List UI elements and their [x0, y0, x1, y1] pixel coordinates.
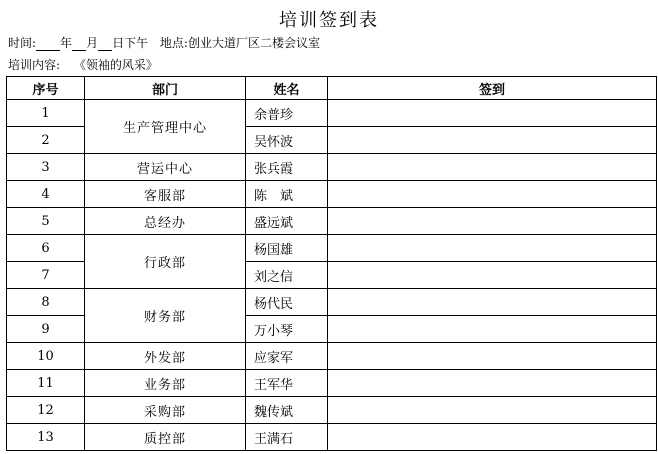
row-department: 生产管理中心: [85, 100, 246, 154]
row-department: 客服部: [85, 181, 246, 208]
row-number: 3: [7, 154, 85, 181]
row-department: 质控部: [85, 424, 246, 451]
year-blank[interactable]: [36, 38, 60, 51]
row-name: 余普珍: [246, 100, 328, 127]
row-number: 9: [7, 316, 85, 343]
table-row: [7, 289, 657, 316]
content-label: 培训内容:: [8, 58, 61, 72]
location-label: 地点:: [159, 36, 188, 50]
row-number: 2: [7, 127, 85, 154]
month-label: 月: [86, 36, 99, 50]
table-row: [7, 208, 657, 235]
signature-cell[interactable]: [328, 181, 657, 208]
page-title: 培训签到表: [279, 10, 379, 31]
row-number: 5: [7, 208, 85, 235]
row-number: 10: [7, 343, 85, 370]
row-number: 6: [7, 235, 85, 262]
signature-cell[interactable]: [328, 424, 657, 451]
header-name: 姓名: [246, 77, 328, 100]
signature-cell[interactable]: [328, 208, 657, 235]
row-number: 8: [7, 289, 85, 316]
sign-in-table: [6, 76, 657, 451]
signature-cell[interactable]: [328, 370, 657, 397]
day-label: 日下午: [112, 36, 149, 50]
row-department: 业务部: [85, 370, 246, 397]
table-row: [7, 343, 657, 370]
table-row: [7, 424, 657, 451]
row-department: 营运中心: [85, 154, 246, 181]
signature-cell[interactable]: [328, 316, 657, 343]
row-name: 王军华: [246, 370, 328, 397]
row-number: 1: [7, 100, 85, 127]
table-header-row: [7, 77, 657, 100]
row-name: 王满石: [246, 424, 328, 451]
signature-cell[interactable]: [328, 235, 657, 262]
content-value: 《领袖的风采》: [73, 58, 158, 72]
time-location-line: [8, 34, 320, 51]
table-row: [7, 154, 657, 181]
row-name: 张兵霞: [246, 154, 328, 181]
signature-cell[interactable]: [328, 289, 657, 316]
row-name: 陈 斌: [246, 181, 328, 208]
signature-cell[interactable]: [328, 397, 657, 424]
signature-cell[interactable]: [328, 127, 657, 154]
row-name: 万小琴: [246, 316, 328, 343]
header-signature: 签到: [328, 77, 657, 100]
row-name: 刘之信: [246, 262, 328, 289]
table-row: [7, 235, 657, 262]
row-department: 总经办: [85, 208, 246, 235]
signature-cell[interactable]: [328, 262, 657, 289]
row-number: 11: [7, 370, 85, 397]
table-row: [7, 397, 657, 424]
row-name: 杨国雄: [246, 235, 328, 262]
row-name: 杨代民: [246, 289, 328, 316]
day-blank[interactable]: [98, 38, 112, 51]
row-name: 盛远斌: [246, 208, 328, 235]
location-value: 创业大道厂区二楼会议室: [187, 36, 320, 50]
row-number: 7: [7, 262, 85, 289]
row-name: 魏传斌: [246, 397, 328, 424]
row-number: 12: [7, 397, 85, 424]
header-number: 序号: [7, 77, 85, 100]
table-row: [7, 181, 657, 208]
row-department: 财务部: [85, 289, 246, 343]
signature-cell[interactable]: [328, 343, 657, 370]
row-department: 采购部: [85, 397, 246, 424]
row-number: 13: [7, 424, 85, 451]
signature-cell[interactable]: [328, 100, 657, 127]
row-name: 应家军: [246, 343, 328, 370]
year-label: 年: [60, 36, 73, 50]
month-blank[interactable]: [72, 38, 86, 51]
table-row: [7, 370, 657, 397]
table-row: [7, 100, 657, 127]
row-department: 外发部: [85, 343, 246, 370]
header-department: 部门: [85, 77, 246, 100]
training-content-line: [8, 56, 158, 73]
row-name: 吴怀波: [246, 127, 328, 154]
row-department: 行政部: [85, 235, 246, 289]
signature-cell[interactable]: [328, 154, 657, 181]
time-label: 时间:: [8, 36, 37, 50]
row-number: 4: [7, 181, 85, 208]
